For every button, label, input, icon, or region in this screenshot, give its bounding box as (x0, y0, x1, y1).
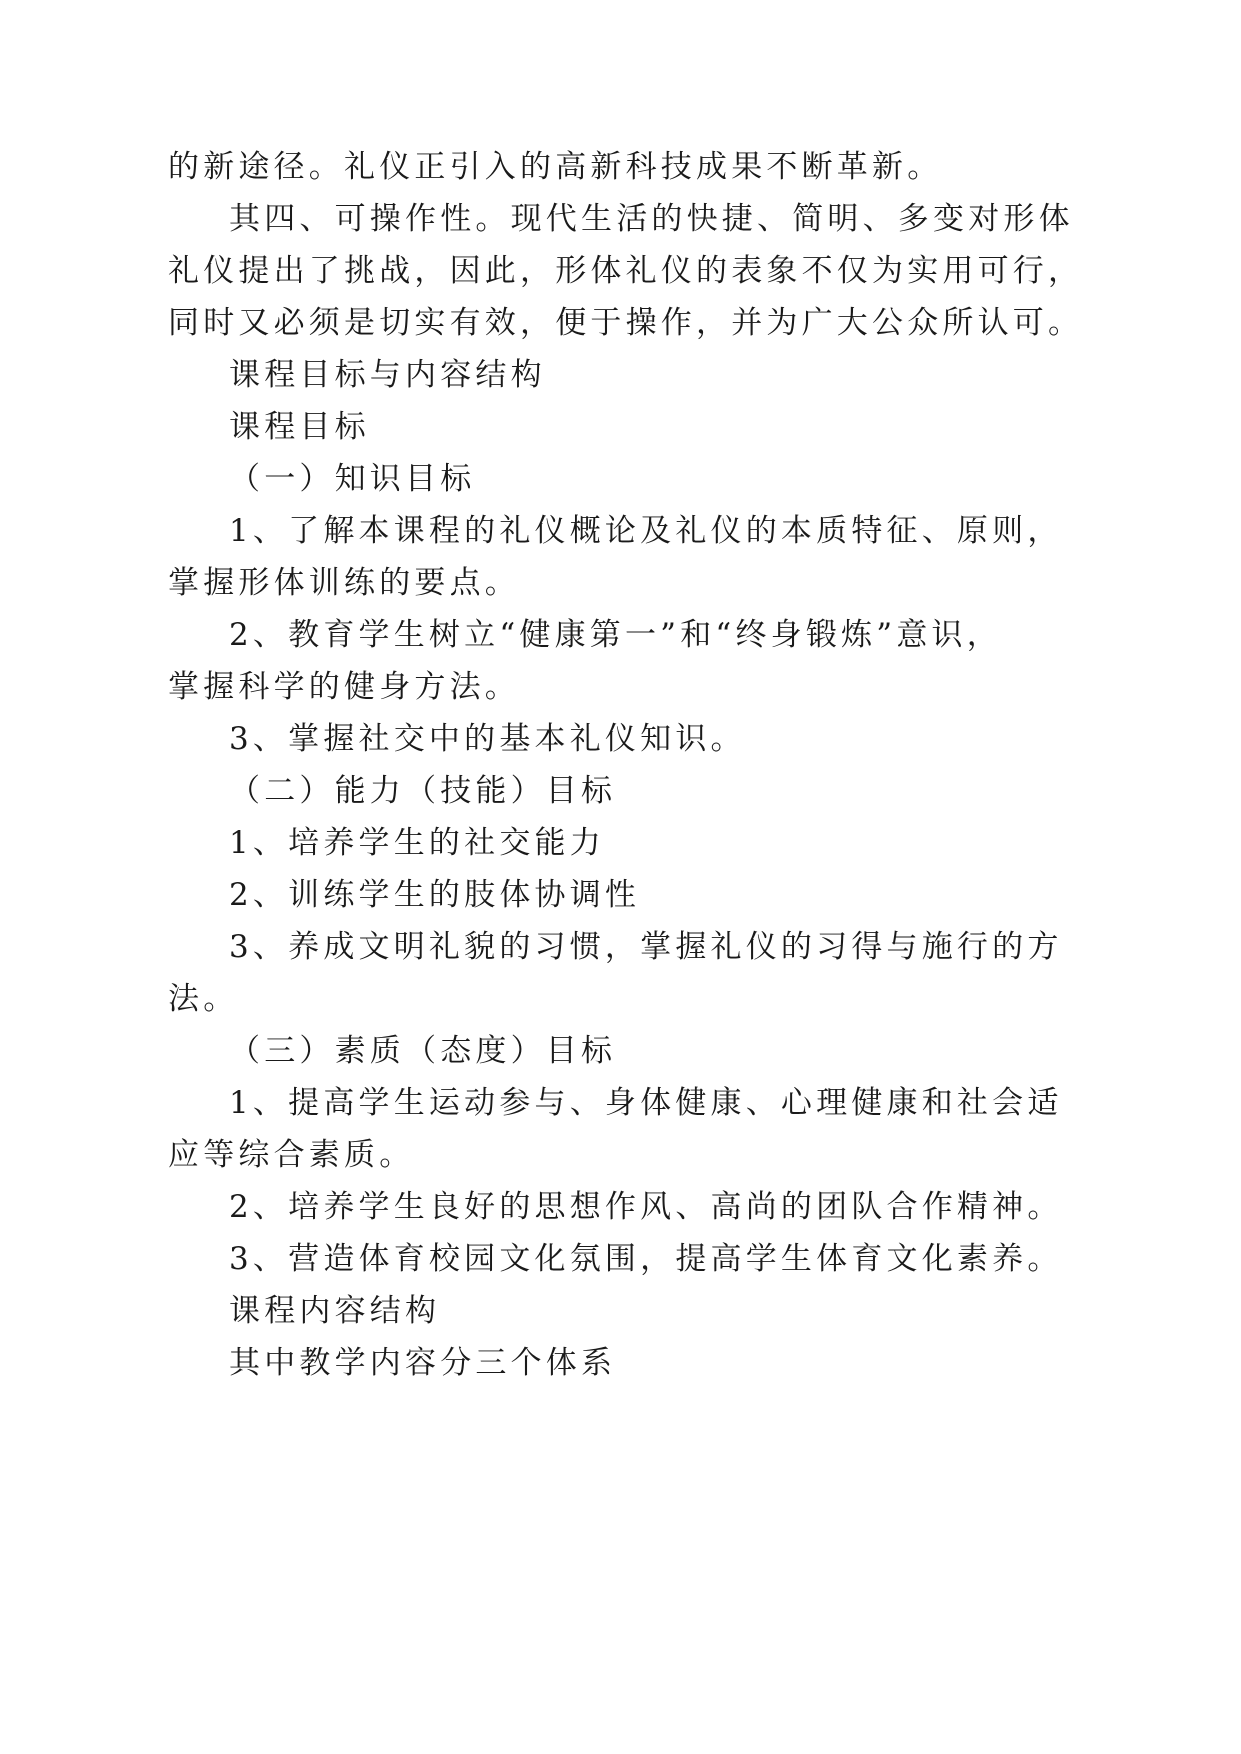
subheading-ability-goals: （二）能力（技能）目标 (229, 773, 617, 809)
text-line-24: 其中教学内容分三个体系 (229, 1345, 617, 1381)
subheading-quality-goals: （三）素质（态度）目标 (229, 1033, 617, 1069)
text-line-12: 3、掌握社交中的基本礼仪知识。 (229, 721, 746, 757)
text-line-9: 掌握形体训练的要点。 (168, 565, 520, 601)
text-line-15: 2、训练学生的肢体协调性 (229, 877, 641, 913)
subheading-knowledge-goals: （一）知识目标 (229, 461, 476, 497)
text-line-14: 1、培养学生的社交能力 (229, 825, 605, 861)
text-line-21: 2、培养学生良好的思想作风、高尚的团队合作精神。 (229, 1189, 1063, 1225)
section-heading-course-goals: 课程目标 (229, 409, 370, 445)
text-line-2: 其四、可操作性。现代生活的快捷、简明、多变对形体 (229, 201, 1074, 237)
text-line-17: 法。 (168, 981, 239, 1017)
text-line-3: 礼仪提出了挑战，因此，形体礼仪的表象不仅为实用可行， (168, 253, 1084, 289)
section-heading-course-goals-structure: 课程目标与内容结构 (229, 357, 546, 393)
text-line-8: 1、了解本课程的礼仪概论及礼仪的本质特征、原则， (229, 513, 1063, 549)
text-line-1: 的新途径。礼仪正引入的高新科技成果不断革新。 (168, 149, 943, 185)
text-line-4: 同时又必须是切实有效，便于操作，并为广大公众所认可。 (168, 305, 1084, 341)
text-line-22: 3、营造体育校园文化氛围，提高学生体育文化素养。 (229, 1241, 1063, 1277)
text-line-19: 1、提高学生运动参与、身体健康、心理健康和社会适 (229, 1085, 1063, 1121)
text-line-20: 应等综合素质。 (168, 1137, 415, 1173)
section-heading-content-structure: 课程内容结构 (229, 1293, 441, 1329)
text-line-16: 3、养成文明礼貌的习惯，掌握礼仪的习得与施行的方 (229, 929, 1063, 965)
text-line-10: 2、教育学生树立“健康第一”和“终身锻炼”意识， (229, 617, 1002, 653)
text-line-11: 掌握科学的健身方法。 (168, 669, 520, 705)
